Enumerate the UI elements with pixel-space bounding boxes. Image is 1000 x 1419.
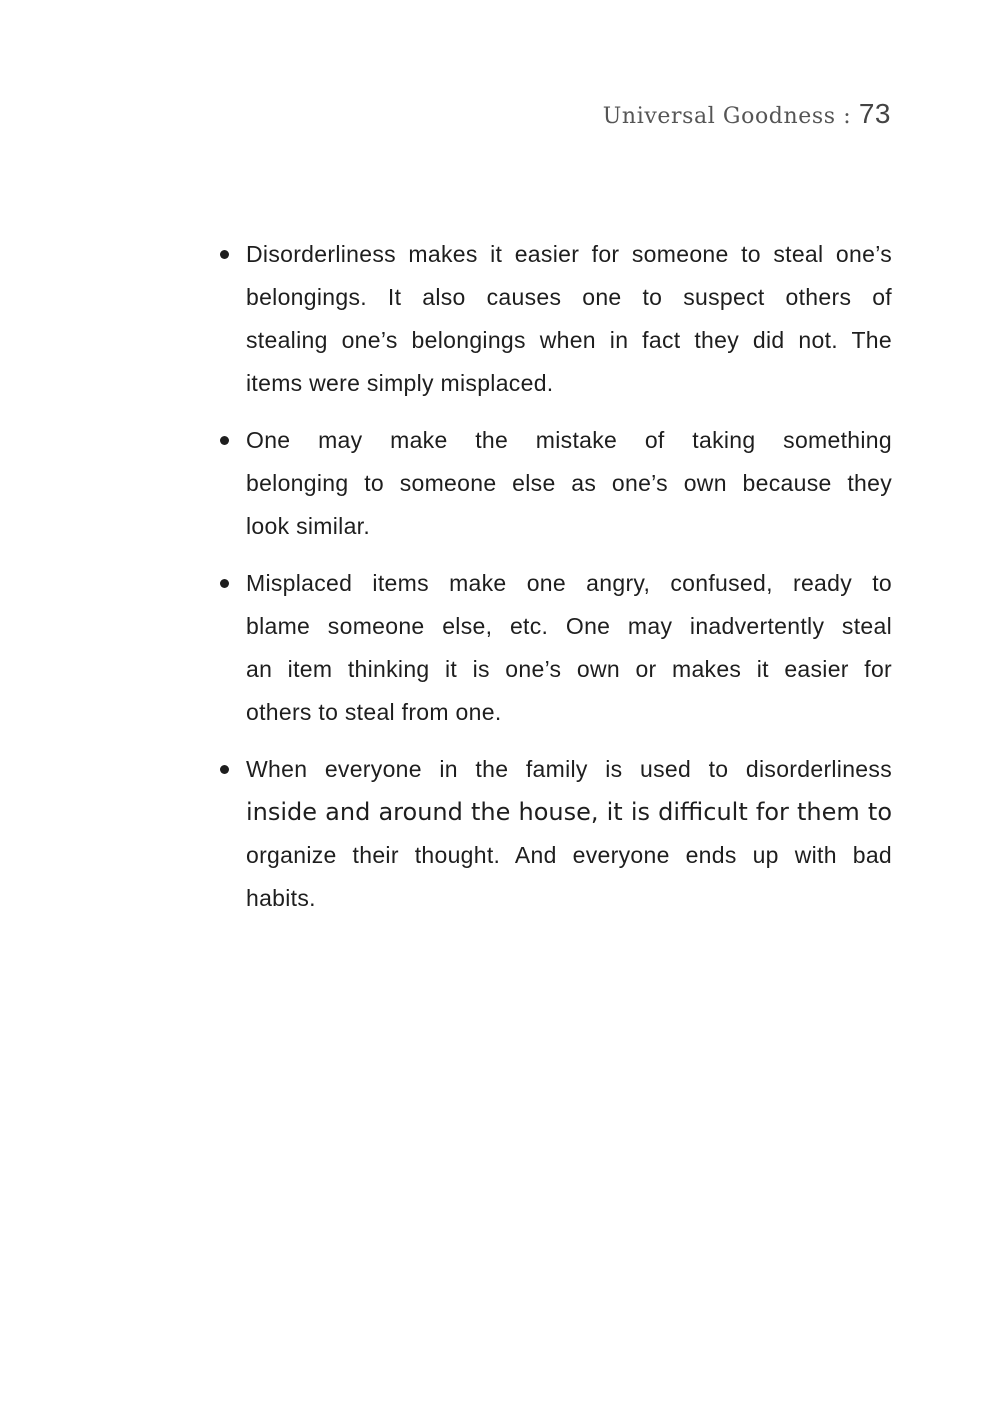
text-line: others to steal from one.: [246, 699, 502, 725]
text-line: Disorderliness makes it easier for someone to steal one’s: [246, 241, 892, 267]
text-line: blame someone else, etc. One may inadvertently steal: [246, 613, 892, 639]
text-line: When everyone in the family is used to disorderliness: [246, 756, 892, 782]
text-line: stealing one’s belongings when in fact they did not. The: [246, 327, 892, 353]
text-line: Misplaced items make one angry, confused, ready to: [246, 570, 892, 596]
text-line: look similar.: [246, 513, 371, 539]
bullet-icon: [220, 579, 229, 588]
book-title: Universal Goodness :: [602, 104, 852, 129]
text-line: One may make the mistake of taking something: [246, 427, 892, 453]
text-line: an item thinking it is one’s own or makes it easier for: [246, 656, 892, 682]
text-line: items were simply misplaced.: [246, 370, 554, 396]
text-line: organize their thought. And everyone ends up with bad: [246, 842, 892, 868]
running-header: [603, 98, 891, 130]
bullet-icon: [220, 250, 229, 259]
list-item: [214, 233, 892, 405]
list-item: [214, 419, 892, 548]
text-line: inside and around the house, it is difficult for them to: [246, 798, 892, 826]
bullet-icon: [220, 765, 229, 774]
list-item: [214, 748, 892, 920]
list-item: [214, 562, 892, 734]
text-line: habits.: [246, 885, 316, 911]
bullet-list: [214, 233, 892, 934]
text-line: belonging to someone else as one’s own because they: [246, 470, 892, 496]
text-line: belongings. It also causes one to suspect others of: [246, 284, 892, 310]
bullet-icon: [220, 436, 229, 445]
page-number: 73: [858, 98, 891, 129]
